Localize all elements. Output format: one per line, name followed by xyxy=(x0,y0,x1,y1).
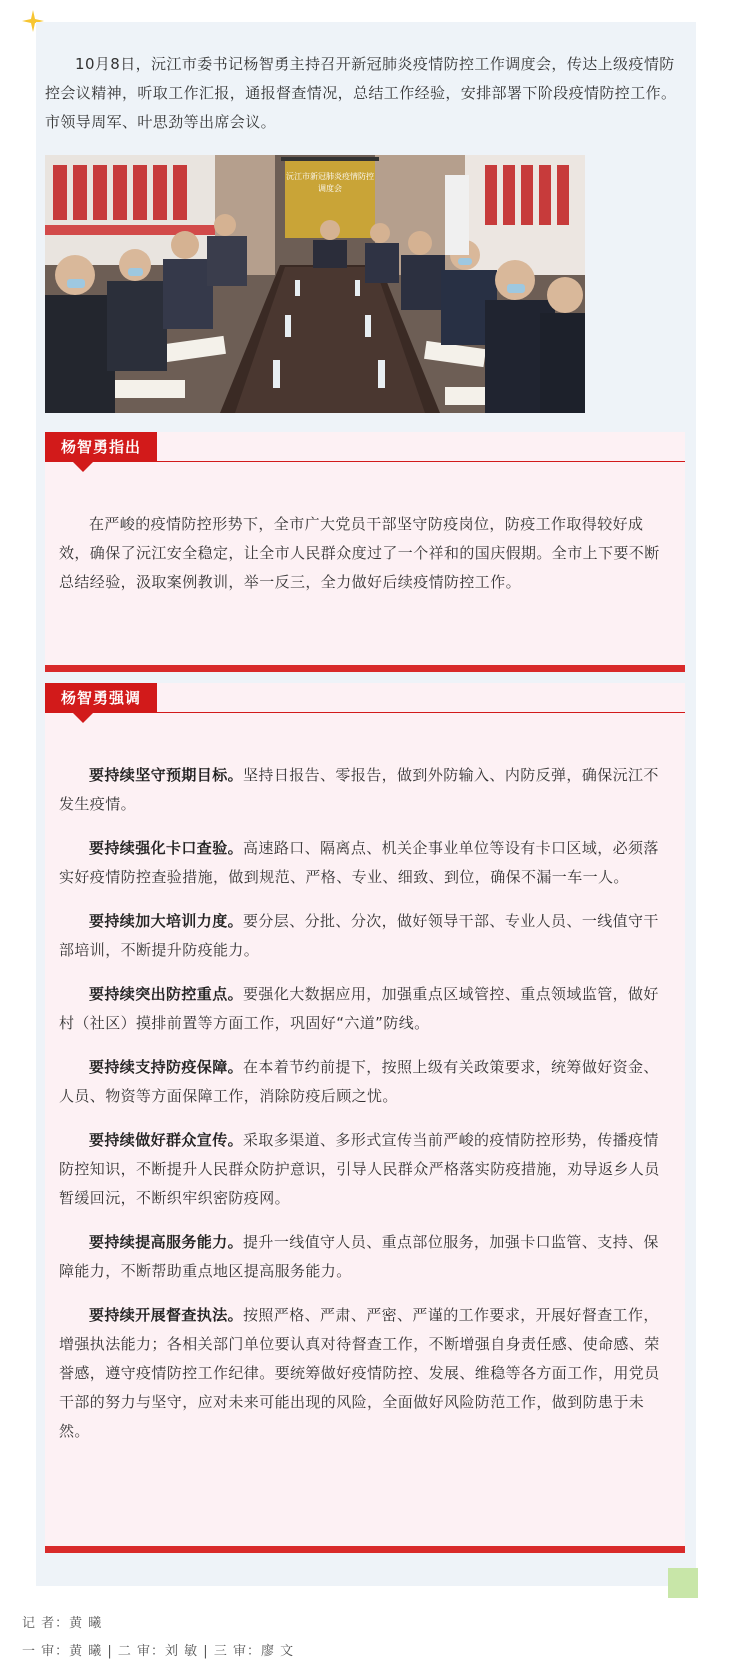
section-tag: 杨智勇指出 xyxy=(45,432,157,462)
item-text: 按照严格、严肃、严密、严谨的工作要求，开展好督查工作，增强执法能力；各相关部门单位要认真对待督查工作，不断增强自身责任感、使命感、荣誉感，遵守疫情防控工作纪律。要统筹做好疫情防控、发展、维稳等各方面工作，用党员干部的努力与坚守，应对未来可能出现的风险，全面做好风险防范工作，做到防患于未然。 xyxy=(59,1306,660,1440)
credit-review: 一 审：黄 曦 | 二 审：刘 敏 | 三 审：廖 文 xyxy=(22,1644,295,1659)
section-header xyxy=(45,683,685,719)
item-lead: 要持续坚守预期目标。 xyxy=(89,766,244,784)
section-pointed-out xyxy=(45,432,685,672)
item-text: 在本着节约前提下，按照上级有关政策要求，统筹做好资金、人员、物资等方面保障工作，消除防疫后顾之忧。 xyxy=(59,1058,659,1105)
section-header xyxy=(45,432,685,468)
item-lead: 要持续做好群众宣传。 xyxy=(89,1131,244,1149)
decorative-square xyxy=(668,1568,698,1598)
credit-reporter: 记 者：黄 曦 xyxy=(22,1616,103,1631)
item-text: 坚持日报告、零报告，做到外防输入、内防反弹，确保沅江不发生疫情。 xyxy=(59,766,659,813)
section-bottom-bar xyxy=(45,665,685,672)
item-lead: 要持续强化卡口查验。 xyxy=(89,839,244,857)
list-item xyxy=(59,1301,673,1446)
item-lead: 要持续加大培训力度。 xyxy=(89,912,244,930)
item-text: 要强化大数据应用，加强重点区域管控、重点领域监管，做好村（社区）摸排前置等方面工作，巩固好“六道”防线。 xyxy=(59,985,659,1032)
section-tag: 杨智勇强调 xyxy=(45,683,157,713)
list-item xyxy=(59,907,673,965)
list-item xyxy=(59,1228,673,1286)
section-header-line xyxy=(45,461,685,462)
item-lead: 要持续支持防疫保障。 xyxy=(89,1058,244,1076)
list-item xyxy=(59,980,673,1038)
item-lead: 要持续突出防控重点。 xyxy=(89,985,244,1003)
meeting-photo-illustration xyxy=(45,155,585,413)
screen-title-line1: 沅江市新冠肺炎疫情防控 xyxy=(286,172,374,181)
section-header-line xyxy=(45,712,685,713)
item-lead: 要持续开展督查执法。 xyxy=(89,1306,244,1324)
section-arrow-icon xyxy=(73,462,93,472)
item-text: 要分层、分批、分次，做好领导干部、专业人员、一线值守干部培训，不断提升防疫能力。 xyxy=(59,912,659,959)
item-text: 高速路口、隔离点、机关企事业单位等设有卡口区域，必须落实好疫情防控查验措施，做到规范、严格、专业、细致、到位，确保不漏一车一人。 xyxy=(59,839,659,886)
item-text: 采取多渠道、多形式宣传当前严峻的疫情防控形势，传播疫情防控知识，不断提升人民群众防护意识，引导人民群众严格落实防疫措施，劝导返乡人员暂缓回沅，不断织牢织密防疫网。 xyxy=(59,1131,660,1207)
item-lead: 要持续提高服务能力。 xyxy=(89,1233,244,1251)
list-item xyxy=(59,1053,673,1111)
list-item xyxy=(59,761,673,819)
section-body xyxy=(59,510,673,612)
section-bottom-bar xyxy=(45,1546,685,1553)
screen-title-line2: 调度会 xyxy=(318,184,342,193)
intro-paragraph: 10月8日，沅江市委书记杨智勇主持召开新冠肺炎疫情防控工作调度会，传达上级疫情防控会议精神，听取工作汇报，通报督查情况，总结工作经验，安排部署下阶段疫情防控工作。市领导周军、叶思劲等出席会议。 xyxy=(45,55,677,131)
list-item xyxy=(59,834,673,892)
section-paragraph: 在严峻的疫情防控形势下，全市广大党员干部坚守防疫岗位，防疫工作取得较好成效，确保了沅江安全稳定，让全市人民群众度过了一个祥和的国庆假期。全市上下要不断总结经验，汲取案例教训，举一反三，全力做好后续疫情防控工作。 xyxy=(59,515,660,591)
section-arrow-icon xyxy=(73,713,93,723)
item-text: 提升一线值守人员、重点部位服务，加强卡口监管、支持、保障能力，不断帮助重点地区提高服务能力。 xyxy=(59,1233,659,1280)
meeting-photo xyxy=(45,155,585,413)
list-item xyxy=(59,1126,673,1213)
section-body xyxy=(59,761,673,1461)
section-emphasized xyxy=(45,683,685,1553)
